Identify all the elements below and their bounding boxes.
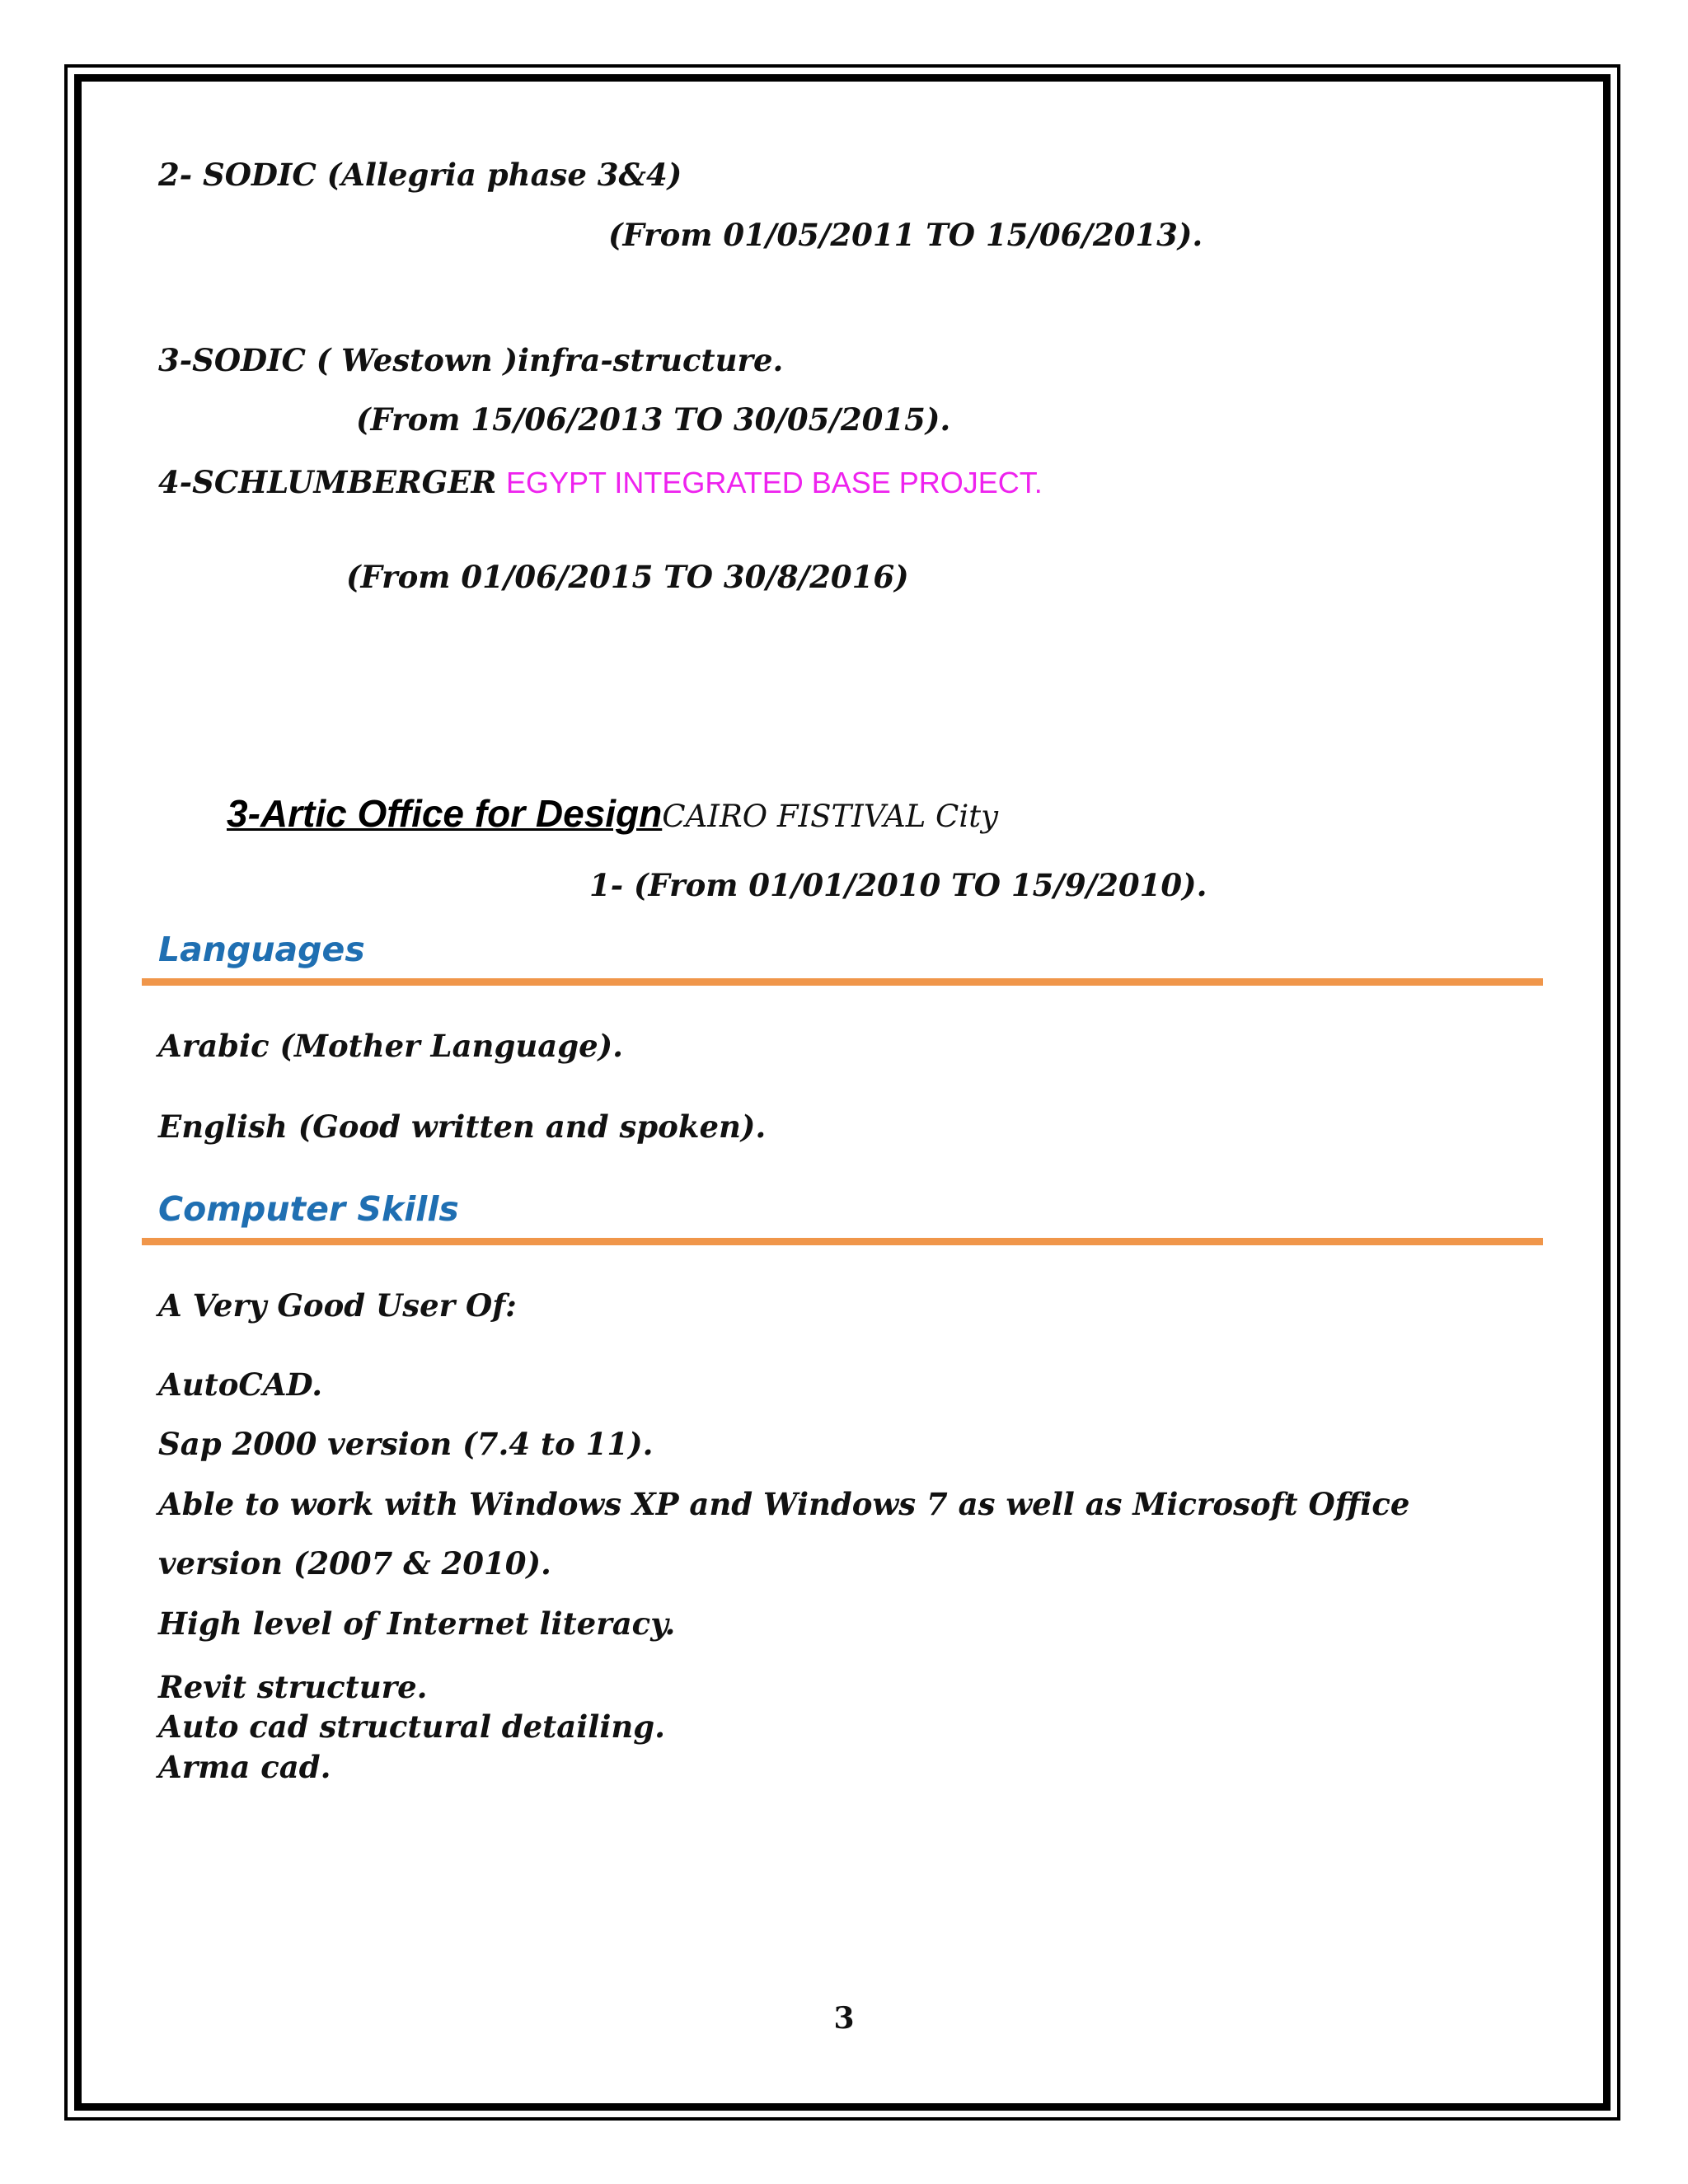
schlumberger-dates: (From 01/06/2015 TO 30/8/2016) [346, 559, 909, 595]
skill-item: Auto cad structural detailing. [158, 1708, 666, 1745]
sodic-westown-title: 3-SODIC ( Westown )infra-structure. [158, 342, 784, 378]
skill-item: version (2007 & 2010). [158, 1545, 551, 1582]
language-english: English (Good written and spoken). [158, 1108, 767, 1145]
page-number: 3 [833, 2001, 855, 2036]
skill-item: High level of Internet literacy. [158, 1605, 676, 1642]
skills-intro: A Very Good User Of: [158, 1287, 517, 1324]
skill-item: AutoCAD. [158, 1366, 323, 1403]
artic-line [227, 791, 998, 836]
schlumberger-company: 4-SCHLUMBERGER [158, 464, 497, 500]
skill-item: Able to work with Windows XP and Windows 7 as well as Microsoft Office [158, 1486, 1410, 1522]
sodic-westown-dates: (From 15/06/2013 TO 30/05/2015). [356, 401, 951, 438]
artic-company: 3-Artic Office for Design [227, 792, 663, 835]
artic-location: CAIRO FISTIVAL City [662, 799, 998, 834]
computer-skills-rule [142, 1238, 1543, 1245]
schlumberger-project: EGYPT INTEGRATED BASE PROJECT. [505, 466, 1043, 499]
computer-skills-heading: Computer Skills [158, 1189, 459, 1229]
sodic-allegria-dates: (From 01/05/2011 TO 15/06/2013). [608, 217, 1203, 253]
skill-item: Sap 2000 version (7.4 to 11). [158, 1426, 654, 1462]
sodic-allegria-title: 2- SODIC (Allegria phase 3&4) [158, 157, 682, 193]
schlumberger-line [158, 464, 1043, 500]
languages-heading: Languages [158, 930, 365, 969]
skill-item: Revit structure. [158, 1669, 428, 1705]
languages-rule [142, 978, 1543, 986]
skill-item: Arma cad. [158, 1749, 331, 1785]
language-arabic: Arabic (Mother Language). [158, 1028, 623, 1064]
artic-dates: 1- (From 01/01/2010 TO 15/9/2010). [589, 867, 1207, 903]
page-border-inner [74, 74, 1611, 2111]
